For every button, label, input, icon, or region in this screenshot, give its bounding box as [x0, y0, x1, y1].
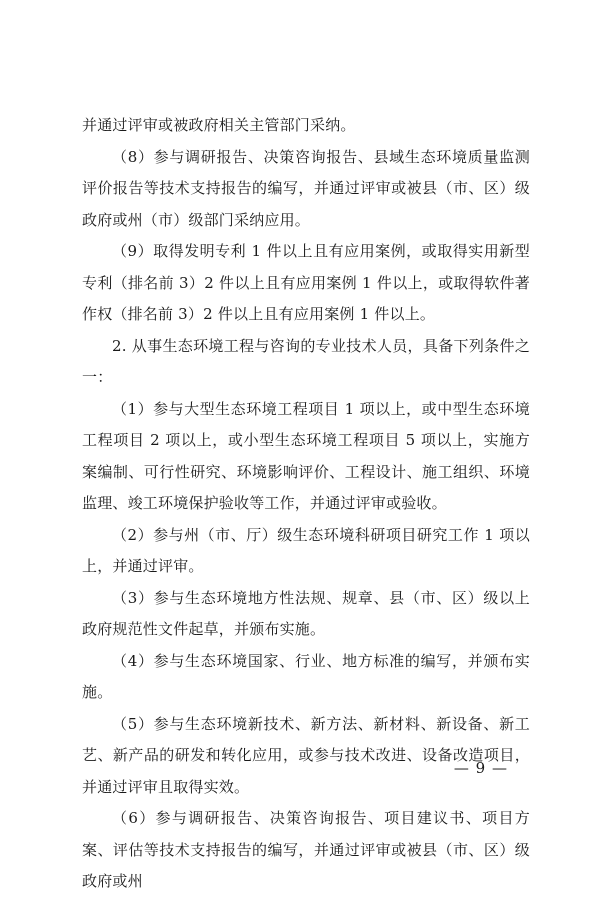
paragraph-section-2: 2. 从事生态环境工程与咨询的专业技术人员，具备下列条件之一：	[82, 336, 530, 386]
paragraph-item-3: （3）参与生态环境地方性法规、规章、县（市、区）级以上政府规范性文件起草，并颁布实施。	[82, 588, 530, 638]
page-number: — 9 —	[453, 759, 508, 777]
paragraph-item-1: （1）参与大型生态环境工程项目 1 项以上，或中型生态环境工程项目 2 项以上，或小型生态环境工程项目 5 项以上，实施方案编制、可行性研究、环境影响评价、工程设计、施工组织、环境监理、竣工环境保护验收等工作，并通过评审或验收。	[82, 399, 530, 512]
paragraph-item-9: （9）取得发明专利 1 件以上且有应用案例，或取得实用新型专利（排名前 3）2 件以上且有应用案例 1 件以上，或取得软件著作权（排名前 3）2 件以上且有应用案例 1 件以上。	[82, 242, 530, 323]
paragraph-item-2: （2）参与州（市、厅）级生态环境科研项目研究工作 1 项以上，并通过评审。	[82, 525, 530, 575]
paragraph-item-4: （4）参与生态环境国家、行业、地方标准的编写，并颁布实施。	[82, 651, 530, 701]
paragraph-item-5: （5）参与生态环境新技术、新方法、新材料、新设备、新工艺、新产品的研发和转化应用，或参与技术改进、设备改造项目，并通过评审且取得实效。	[82, 714, 530, 796]
body-text	[82, 110, 530, 898]
paragraph-continuation: 并通过评审或被政府相关主管部门采纳。	[82, 116, 356, 134]
paragraph-item-6: （6）参与调研报告、决策咨询报告、项目建议书、项目方案、评估等技术支持报告的编写，并通过评审或被县（市、区）级政府或州	[82, 809, 530, 890]
paragraph-item-8: （8）参与调研报告、决策咨询报告、县域生态环境质量监测评价报告等技术支持报告的编写，并通过评审或被县（市、区）级政府或州（市）级部门采纳应用。	[82, 147, 530, 229]
